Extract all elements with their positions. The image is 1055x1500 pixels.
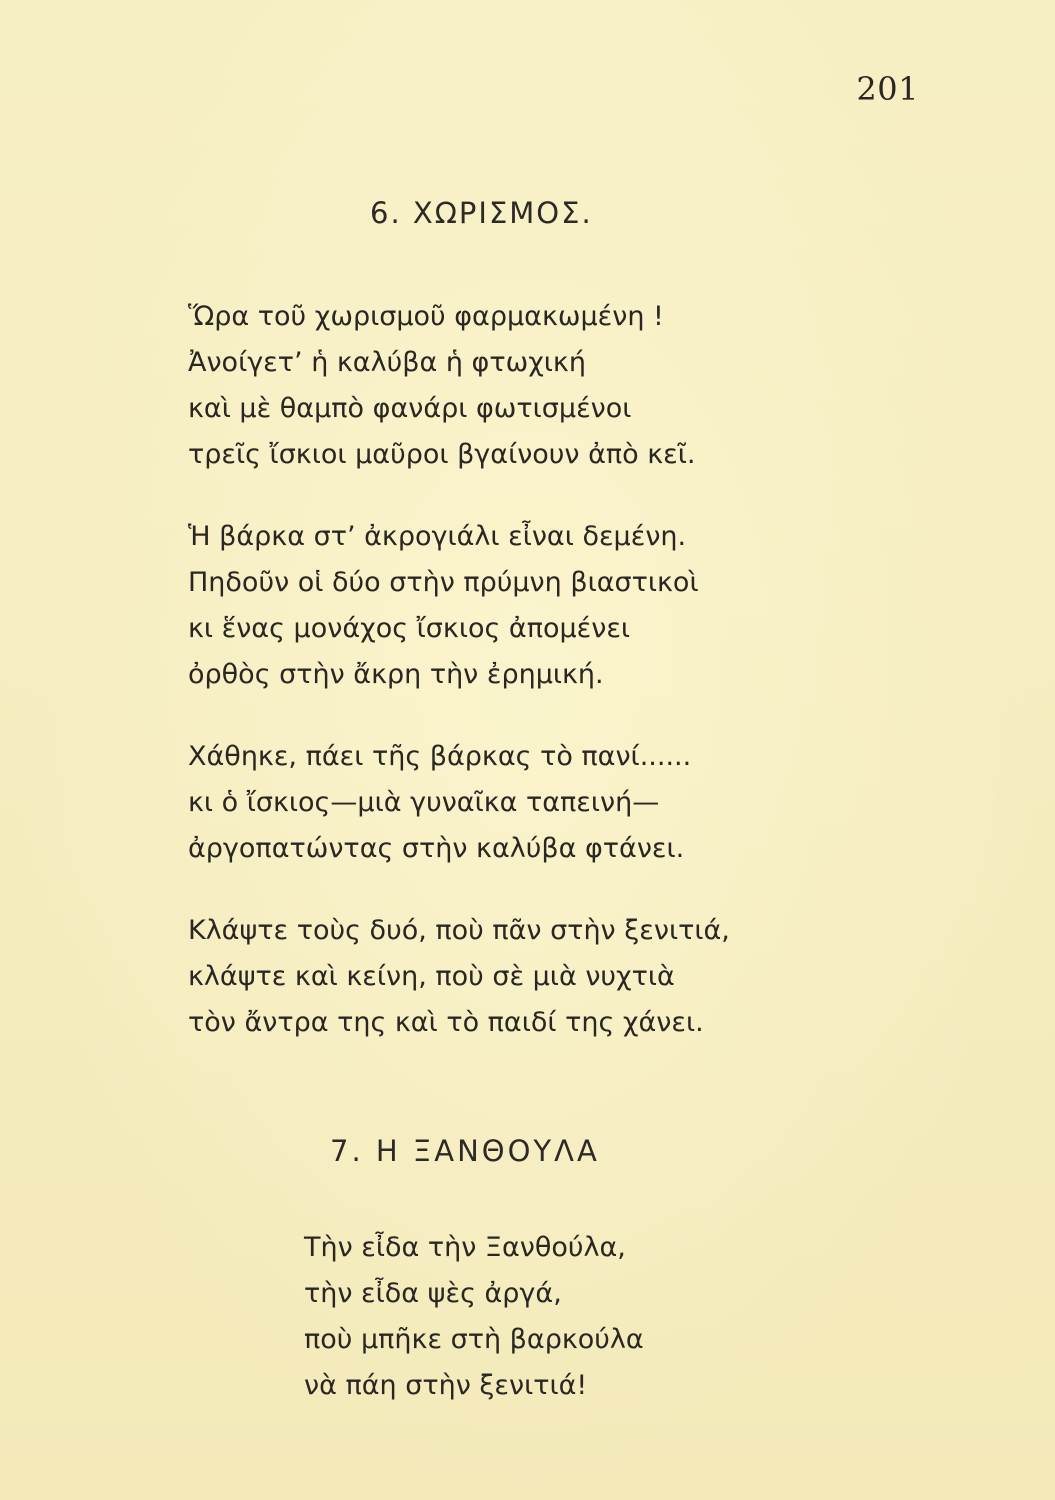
poem-line: Τὴν εἶδα τὴν Ξανθούλα, (304, 1232, 626, 1263)
stanza-1 (188, 294, 730, 478)
poem-line: τρεῖς ἴσκιοι μαῦροι βγαίνουν ἀπὸ κεῖ. (188, 439, 696, 470)
poem-line: ποὺ μπῆκε στὴ βαρκούλα (304, 1324, 644, 1355)
poem-title-xanthoula: 7. Η ΞΑΝΘΟΥΛΑ (330, 1134, 600, 1168)
poem-line: ὀρθὸς στὴν ἄκρη τὴν ἐρημική. (188, 659, 604, 690)
poem-line: ἀργοπατώντας στὴν καλύβα φτάνει. (188, 833, 685, 864)
poem-line: Χάθηκε, πάει τῆς βάρκας τὸ πανί...... (188, 741, 692, 772)
poem-line: καὶ μὲ θαμπὸ φανάρι φωτισμένοι (188, 393, 632, 424)
stanza-4 (188, 908, 730, 1046)
poem-line: νὰ πάη στὴν ξενιτιά! (304, 1370, 588, 1401)
stanza-3 (188, 734, 730, 872)
poem-line: κλάψτε καὶ κείνη, ποὺ σὲ μιὰ νυχτιὰ (188, 961, 675, 992)
poem-line: Ἀνοίγετ’ ἡ καλύβα ἡ φτωχική (188, 347, 586, 378)
poem-line: Ἡ βάρκα στ’ ἀκρογιάλι εἶναι δεμένη. (188, 521, 687, 552)
poem-line: κι ὁ ἴσκιος—μιὰ γυναῖκα ταπεινή— (188, 787, 660, 818)
poem-line: τὸν ἄντρα της καὶ τὸ παιδί της χάνει. (188, 1007, 704, 1038)
poem-xanthoula (304, 1225, 644, 1409)
poem-line: Πηδοῦν οἱ δύο στὴν πρύμνη βιαστικοὶ (188, 567, 699, 598)
poem-chorismos (188, 294, 730, 1082)
poem-line: τὴν εἶδα ψὲς ἀργά, (304, 1278, 562, 1309)
poem-line: Ὥρα τοῦ χωρισμοῦ φαρμακωμένη ! (188, 301, 664, 332)
poem-line: Κλάψτε τοὺς δυό, ποὺ πᾶν στὴν ξενιτιά, (188, 915, 730, 946)
poem-title-chorismos: 6. ΧΩΡΙΣΜΟΣ. (370, 196, 593, 230)
stanza-2 (188, 514, 730, 698)
page-number: 201 (856, 70, 919, 108)
poem-line: κι ἕνας μονάχος ἴσκιος ἀπομένει (188, 613, 631, 644)
